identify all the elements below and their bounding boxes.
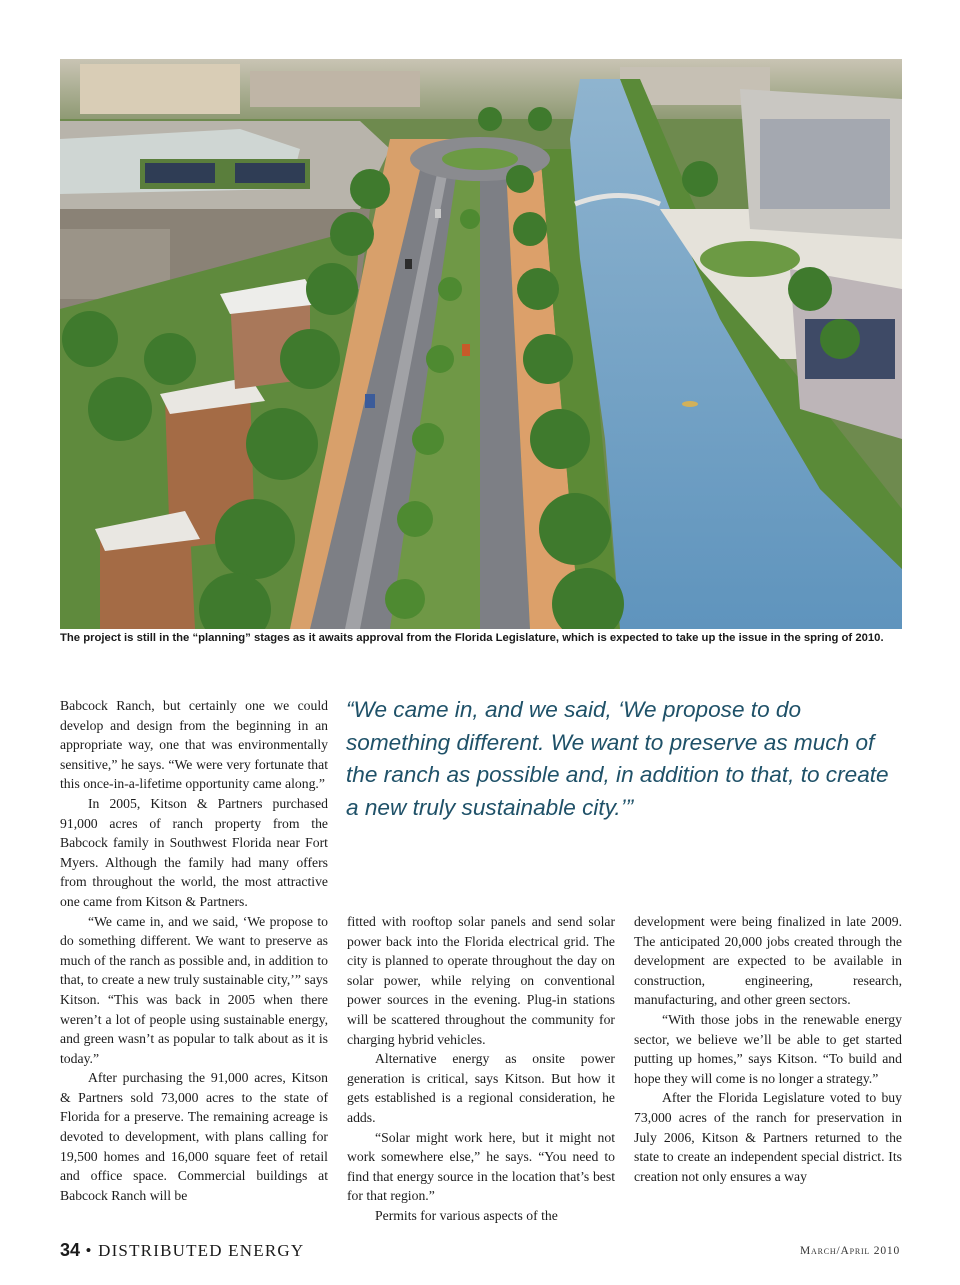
bullet-separator: •: [85, 1241, 93, 1260]
pull-quote: “We came in, and we said, ‘We propose to do something different. We want to preserve as much of the ranch as possible and, in addition to that, to create a new truly sustainable city.’”: [346, 697, 889, 820]
publication-name: DISTRIBUTED ENERGY: [98, 1241, 305, 1260]
paragraph: After purchasing the 91,000 acres, Kitson & Partners sold 73,000 acres to the state of Florida for a preserve. The remaining acreage is devoted to development, with plans calling for 19,500 homes and 16,000 square feet of retail and office space. Commercial buildings at Babcock Ranch will be: [60, 1070, 328, 1203]
footer-folio: [60, 1240, 304, 1261]
hero-photo: [60, 59, 902, 629]
body-column-3: [634, 912, 902, 1186]
paragraph: “With those jobs in the renewable energy sector, we believe we’ll be able to get started putting up homes,” says Kitson. “To build and hope they will come is no longer a strategy.”: [634, 1011, 902, 1086]
body-column-1: [60, 696, 328, 1205]
issue-date: March/April 2010: [800, 1245, 900, 1257]
paragraph: “Solar might work here, but it might not work somewhere else,” he says. “You need to find that energy source in the location that’s best for that region.”: [347, 1129, 615, 1204]
page-number: 34: [60, 1240, 81, 1260]
photo-caption: The project is still in the “planning” stages as it awaits approval from the Florida Legislature, which is expected to take up the issue in the spring of 2010.: [60, 632, 884, 644]
paragraph: development were being finalized in late 2009. The anticipated 20,000 jobs created through the development are expected to be available in construction, engineering, research, manufacturing, and other green sectors.: [634, 914, 902, 1008]
paragraph: Permits for various aspects of the: [375, 1207, 558, 1223]
paragraph: Babcock Ranch, but certainly one we could develop and design from the beginning in an appropriate way, one that was environmentally sensitive,” he says. “We were very fortunate that this once-in-a-lifetime opportunity came along.”: [60, 698, 328, 792]
paragraph: fitted with rooftop solar panels and send solar power back into the Florida electrical grid. The city is planned to operate throughout the day on solar power, while relying on conventional power sources in the evening. Plug-in stations will be scattered throughout the community for charging hybrid vehicles.: [347, 914, 615, 1047]
paragraph: After the Florida Legislature voted to buy 73,000 acres of the ranch for preservation in July 2006, Kitson & Partners returned to the state to create an independent special district. Its creation not only ensures a way: [634, 1090, 902, 1184]
body-column-2: [347, 912, 615, 1226]
paragraph: Alternative energy as onsite power generation is critical, says Kitson. But how it gets established is a regional consideration, he adds.: [347, 1051, 615, 1125]
paragraph: In 2005, Kitson & Partners purchased 91,000 acres of ranch property from the Babcock family in Southwest Florida near Fort Myers. Although the family had many offers from throughout the world, the most attractive one came from Kitson & Partners.: [60, 795, 328, 909]
aerial-rendering: [60, 59, 902, 629]
paragraph: “We came in, and we said, ‘We propose to do something different. We want to preserve as much of the ranch as possible and, in addition to that, to create a new truly sustainable city,’” says Kitson. “This was back in 2005 when there weren’t a lot of people using sustainable energy, and green wasn’t as popular to talk about as it is today.”: [60, 913, 328, 1066]
